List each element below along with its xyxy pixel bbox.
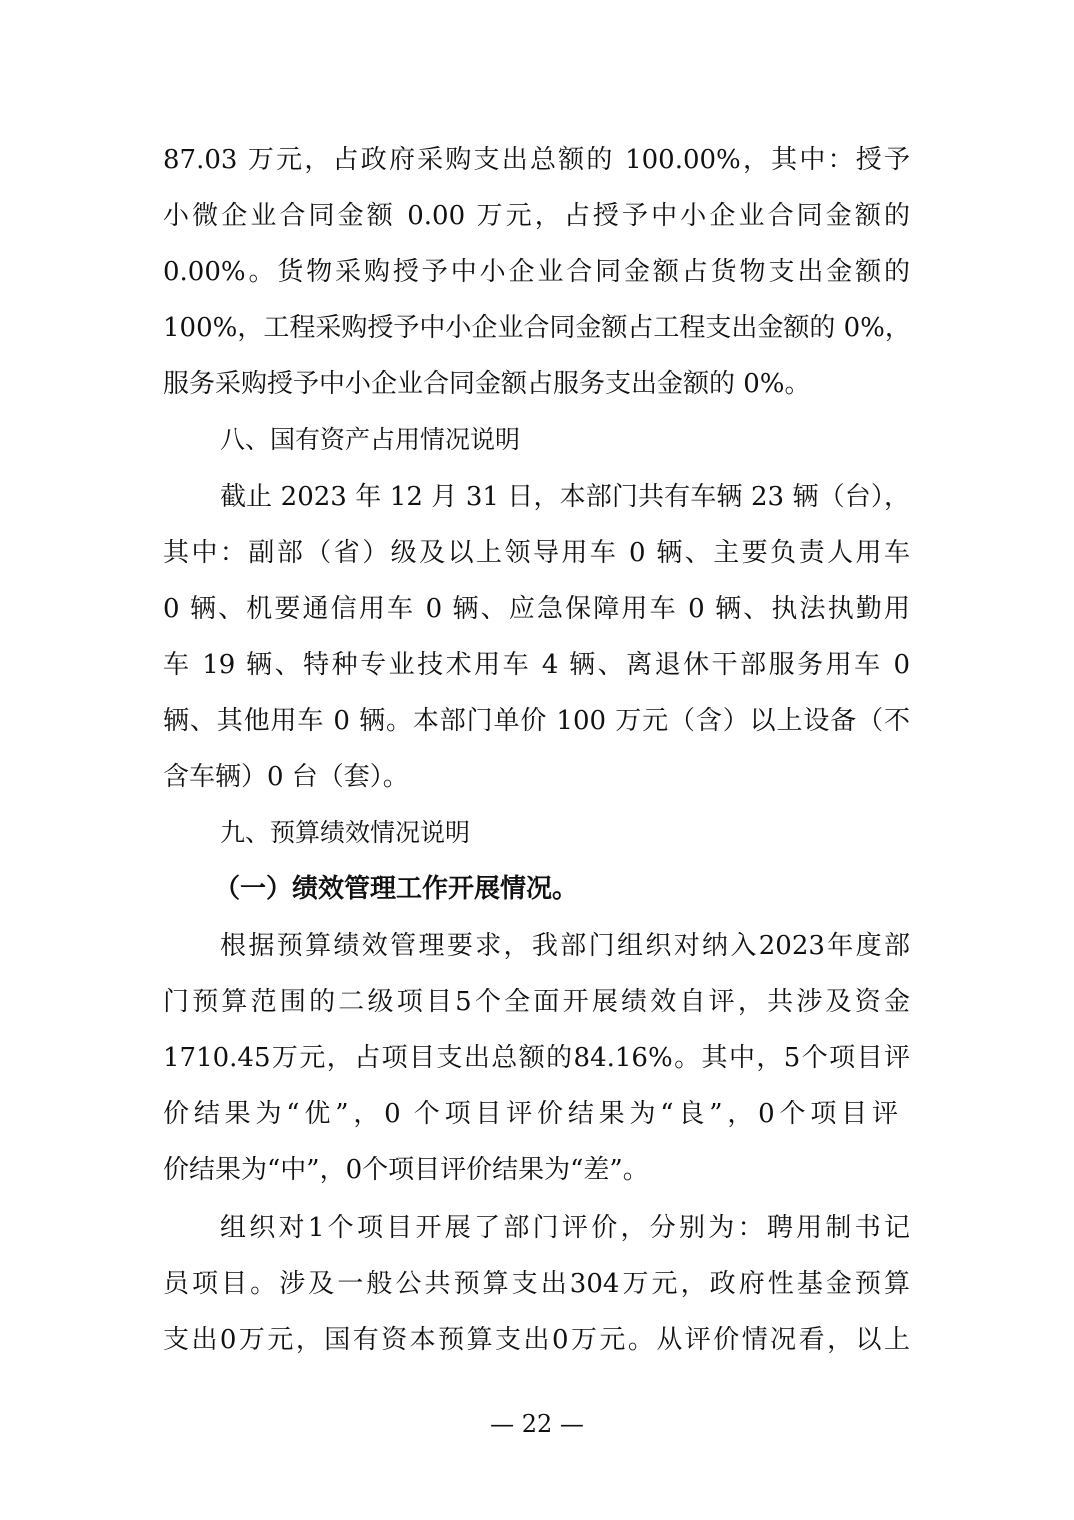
body-text-line: 根据预算绩效管理要求，我部门组织对纳入2023年度部 (220, 931, 910, 961)
body-text-line: 价结果为“优”，0 个项目评价结果为“良”，0个项目评 (163, 1099, 898, 1129)
body-text-line: 小微企业合同金额 0.00 万元，占授予中小企业合同金额的 (163, 201, 910, 231)
body-text-line: 辆、其他用车 0 辆。本部门单价 100 万元（含）以上设备（不 (163, 706, 910, 736)
page-number: — 22 — (490, 1410, 584, 1438)
body-text-line: 100%，工程采购授予中小企业合同金额占工程支出金额的 0%， (163, 313, 911, 343)
subsection-heading: （一）绩效管理工作开展情况。 (214, 874, 579, 904)
body-text-line: 服务采购授予中小企业合同金额占服务支出金额的 0%。 (163, 369, 811, 399)
section-heading-9: 九、预算绩效情况说明 (220, 818, 471, 847)
body-text-line: 其中：副部（省）级及以上领导用车 0 辆、主要负责人用车 (163, 538, 910, 568)
body-text-line: 0.00%。货物采购授予中小企业合同金额占货物支出金额的 (163, 257, 910, 287)
body-text-line: 员项目。涉及一般公共预算支出304万元，政府性基金预算 (163, 1269, 910, 1299)
body-text-line: 支出0万元，国有资本预算支出0万元。从评价情况看，以上 (163, 1325, 910, 1355)
body-text-line: 截止 2023 年 12 月 31 日，本部门共有车辆 23 辆（台）， (220, 482, 910, 512)
body-text-line: 含车辆）0 台（套）。 (163, 762, 409, 792)
body-text-line: 87.03 万元，占政府采购支出总额的 100.00%，其中：授予 (163, 145, 910, 175)
body-text-line: 价结果为“中”，0个项目评价结果为“差”。 (163, 1155, 649, 1185)
body-text-line: 车 19 辆、特种专业技术用车 4 辆、离退休干部服务用车 0 (163, 650, 910, 680)
body-text-line: 0 辆、机要通信用车 0 辆、应急保障用车 0 辆、执法执勤用 (163, 594, 910, 624)
body-text-line: 1710.45万元，占项目支出总额的84.16%。其中，5个项目评 (163, 1043, 910, 1073)
section-heading-8: 八、国有资产占用情况说明 (220, 425, 521, 454)
body-text-line: 组织对1个项目开展了部门评价，分别为：聘用制书记 (220, 1213, 910, 1243)
body-text-line: 门预算范围的二级项目5个全面开展绩效自评，共涉及资金 (163, 987, 910, 1017)
